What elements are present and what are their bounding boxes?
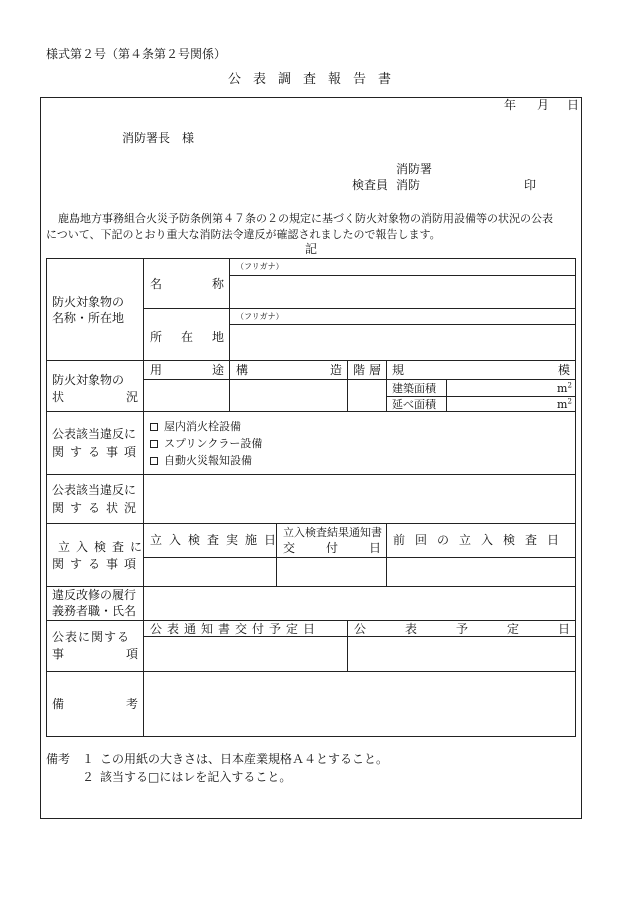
situation-label-2: 関する状況: [52, 501, 143, 515]
date-day[interactable]: 日: [567, 98, 580, 112]
notice-header-line-2: 交 付 日: [283, 541, 381, 555]
ki-heading: 記: [305, 242, 318, 256]
target-name-label-2: 名称・所在地: [52, 311, 125, 325]
checkbox-icon[interactable]: [150, 423, 158, 431]
furigana-name: （フリガナ）: [236, 262, 284, 271]
obligor-label-2: 義務者職・氏名: [52, 604, 137, 618]
name-label: 名 称: [150, 277, 224, 291]
inspection-date-header: 立入検査実施日: [150, 533, 284, 547]
location-label: 所 在 地: [150, 330, 224, 344]
floors-header: 階 層: [353, 363, 381, 377]
body-text-line-1: 鹿島地方事務組合火災予防条例第４７条の２の規定に基づく防火対象物の消防用設備等の状況の公表: [58, 212, 553, 225]
note-2-number: ２: [82, 770, 95, 784]
violation-option-3[interactable]: 自動火災報知設備: [150, 454, 252, 467]
previous-inspection-header: 前回の立入検査日: [393, 533, 570, 547]
obligor-label-1: 違反改修の履行: [52, 588, 137, 602]
date-year[interactable]: 年: [504, 98, 517, 112]
status-label-1: 防火対象物の: [52, 373, 125, 387]
situation-label-1: 公表該当違反に: [52, 483, 137, 497]
document-title: 公表調査報告書: [228, 72, 404, 87]
building-area-unit: $m^2$: [557, 381, 572, 395]
addressee: 消防署長 様: [122, 131, 195, 145]
violation-label-2: 関する事項: [52, 445, 143, 459]
inspector-label: 検査員: [352, 178, 389, 192]
structure-header: 構 造: [236, 363, 342, 377]
furigana-location: （フリガナ）: [236, 312, 284, 321]
publication-label-1: 公表に関する: [52, 630, 131, 644]
checkbox-icon[interactable]: [150, 457, 158, 465]
inspection-label-2: 関する事項: [52, 557, 143, 571]
inspector-org: 消防: [396, 178, 421, 192]
notice-delivery-header: 公表通知書交付予定日: [150, 622, 321, 636]
target-name-label-1: 防火対象物の: [52, 295, 125, 309]
notes-label: 備考: [46, 752, 71, 766]
seal-mark[interactable]: 印: [524, 178, 537, 192]
note-1-number: １: [82, 752, 95, 766]
scale-header: 規 模: [392, 363, 570, 377]
inspection-label-1: 立入検査に: [58, 540, 149, 554]
note-1-text: この用紙の大きさは、日本産業規格Ａ４とすること。: [100, 752, 389, 766]
date-month[interactable]: 月: [537, 98, 550, 112]
publication-label-2: 事 項: [52, 647, 138, 661]
publication-date-header: 公 表 予 定 日: [354, 622, 570, 636]
total-area-unit: $m^2$: [557, 397, 572, 411]
violation-option-2[interactable]: スプリンクラー設備: [150, 437, 262, 450]
note-2-text: 該当する□にはレを記入すること。: [100, 770, 292, 784]
total-area-label: 延べ面積: [392, 398, 436, 411]
remarks-label: 備 考: [52, 697, 138, 711]
status-label-2: 状 況: [52, 390, 138, 404]
body-text-line-2: について、下記のとおり重大な消防法令違反が確認されましたので報告します。: [46, 228, 441, 241]
notice-header-line-1: 立入検査結果通知書: [283, 526, 382, 539]
violation-label-1: 公表該当違反に: [52, 427, 137, 441]
station-name: 消防署: [396, 162, 433, 176]
building-area-label: 建築面積: [392, 382, 436, 395]
checkbox-icon[interactable]: [150, 440, 158, 448]
use-header: 用 途: [150, 363, 224, 377]
form-number: 様式第２号（第４条第２号関係）: [46, 47, 227, 61]
violation-option-1[interactable]: 屋内消火栓設備: [150, 420, 241, 433]
